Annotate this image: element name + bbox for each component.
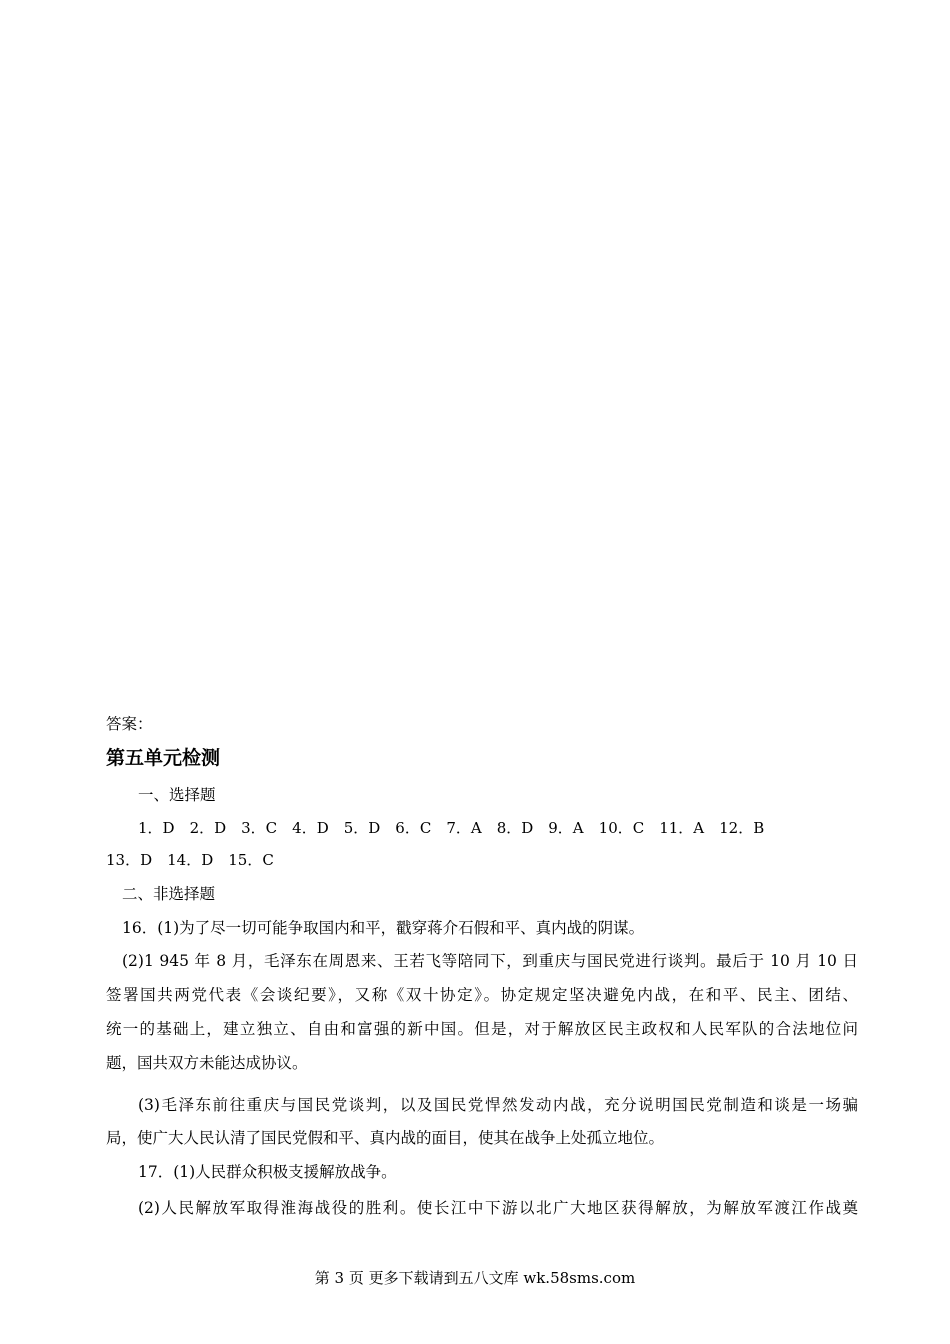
q17-part2-line1: (2)人民解放军取得淮海战役的胜利。使长江中下游以北广大地区获得解放，为解放军渡江作战奠 [138,1199,858,1217]
q16-part2-line2: 签署国共两党代表《会谈纪要》，又称《双十协定》。协定规定坚决避免内战，在和平、民主、团结、 [106,986,858,1004]
section-heading-nonchoice: 二、非选择题 [122,885,216,903]
q16-part1: 16．(1)为了尽一切可能争取国内和平，戳穿蒋介石假和平、真内战的阴谋。 [122,919,645,937]
q16-part2-line1: (2)1 945 年 8 月，毛泽东在周恩来、王若飞等陪同下，到重庆与国民党进行谈判。最后于 10 月 10 日 [122,952,858,970]
section-heading-choice: 一、选择题 [138,786,216,804]
unit-title: 第五单元检测 [106,747,221,769]
q16-part3-line2: 局，使广大人民认清了国民党假和平、真内战的面目，使其在战争上处孤立地位。 [106,1129,665,1147]
answer-label: 答案： [106,715,153,733]
q16-part3-line1: (3)毛泽东前往重庆与国民党谈判，以及国民党悍然发动内战，充分说明国民党制造和谈是一场骗 [138,1096,858,1114]
q17-part1: 17．(1)人民群众积极支援解放战争。 [138,1163,397,1181]
q16-part2-line4: 题，国共双方未能达成协议。 [106,1054,308,1072]
page-footer: 第 3 页 更多下载请到五八文库 wk.58sms.com [314,1269,636,1287]
choice-answers-row-2: 13．D 14．D 15．C [106,851,274,869]
q16-part2-line3: 统一的基础上，建立独立、自由和富强的新中国。但是，对于解放区民主政权和人民军队的合法地位问 [106,1020,858,1038]
choice-answers-row-1: 1．D 2．D 3．C 4．D 5．D 6．C 7．A 8．D 9．A 10．C 11．A 12．B [138,819,765,837]
